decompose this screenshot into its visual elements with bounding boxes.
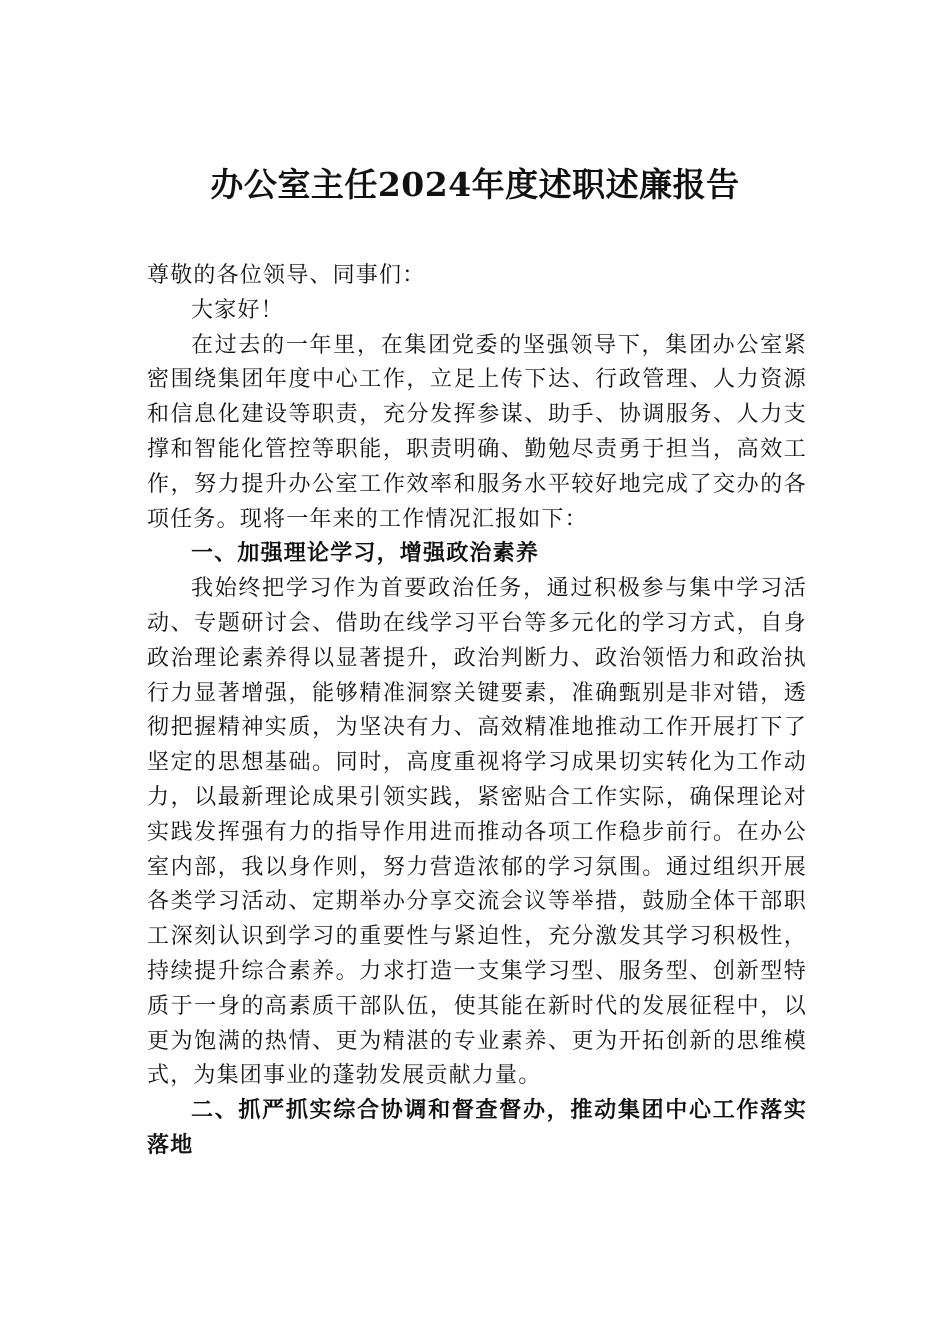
document-title: 办公室主任2024年度述职述廉报告 <box>210 165 740 204</box>
salutation: 尊敬的各位领导、同事们： <box>147 263 426 288</box>
intro-paragraph: 在过去的一年里，在集团党委的坚强领导下，集团办公室紧密围绕集团年度中心工作，立足上传下达、行政管理、人力资源和信息化建设等职责，充分发挥参谋、助手、协调服务、人力支撑和智能化管控等职能，职责明确、勤勉尽责勇于担当，高效工作，努力提升办公室工作效率和服务水平较好地完成了交办的各项任务。现将一年来的工作情况汇报如下： <box>147 332 807 532</box>
greeting: 大家好！ <box>191 297 284 323</box>
section-1-paragraph: 我始终把学习作为首要政治任务，通过积极参与集中学习活动、专题研讨会、借助在线学习平台等多元化的学习方式，自身政治理论素养得以显著提升，政治判断力、政治领悟力和政治执行力显著增强，能够精准洞察关键要素，准确甄别是非对错，透彻把握精神实质，为坚决有力、高效精准地推动工作开展打下了坚定的思想基础。同时，高度重视将学习成果切实转化为工作动力，以最新理论成果引领实践，紧密贴合工作实际，确保理论对实践发挥强有力的指导作用进而推动各项工作稳步前行。在办公室内部，我以身作则，努力营造浓郁的学习氛围。通过组织开展各类学习活动、定期举办分享交流会议等举措，鼓励全体干部职工深刻认识到学习的重要性与紧迫性，充分激发其学习积极性，持续提升综合素养。力求打造一支集学习型、服务型、创新型特质于一身的高素质干部队伍，使其能在新时代的发展征程中，以更为饱满的热情、更为精湛的专业素养、更为开拓创新的思维模式，为集团事业的蓬勃发展贡献力量。 <box>147 576 807 1089</box>
section-2-heading: 二、抓严抓实综合协调和督查督办，推动集团中心工作落实落地 <box>147 1098 807 1158</box>
document-body <box>147 259 807 1164</box>
section-1-heading: 一、加强理论学习，增强政治素养 <box>191 541 540 567</box>
